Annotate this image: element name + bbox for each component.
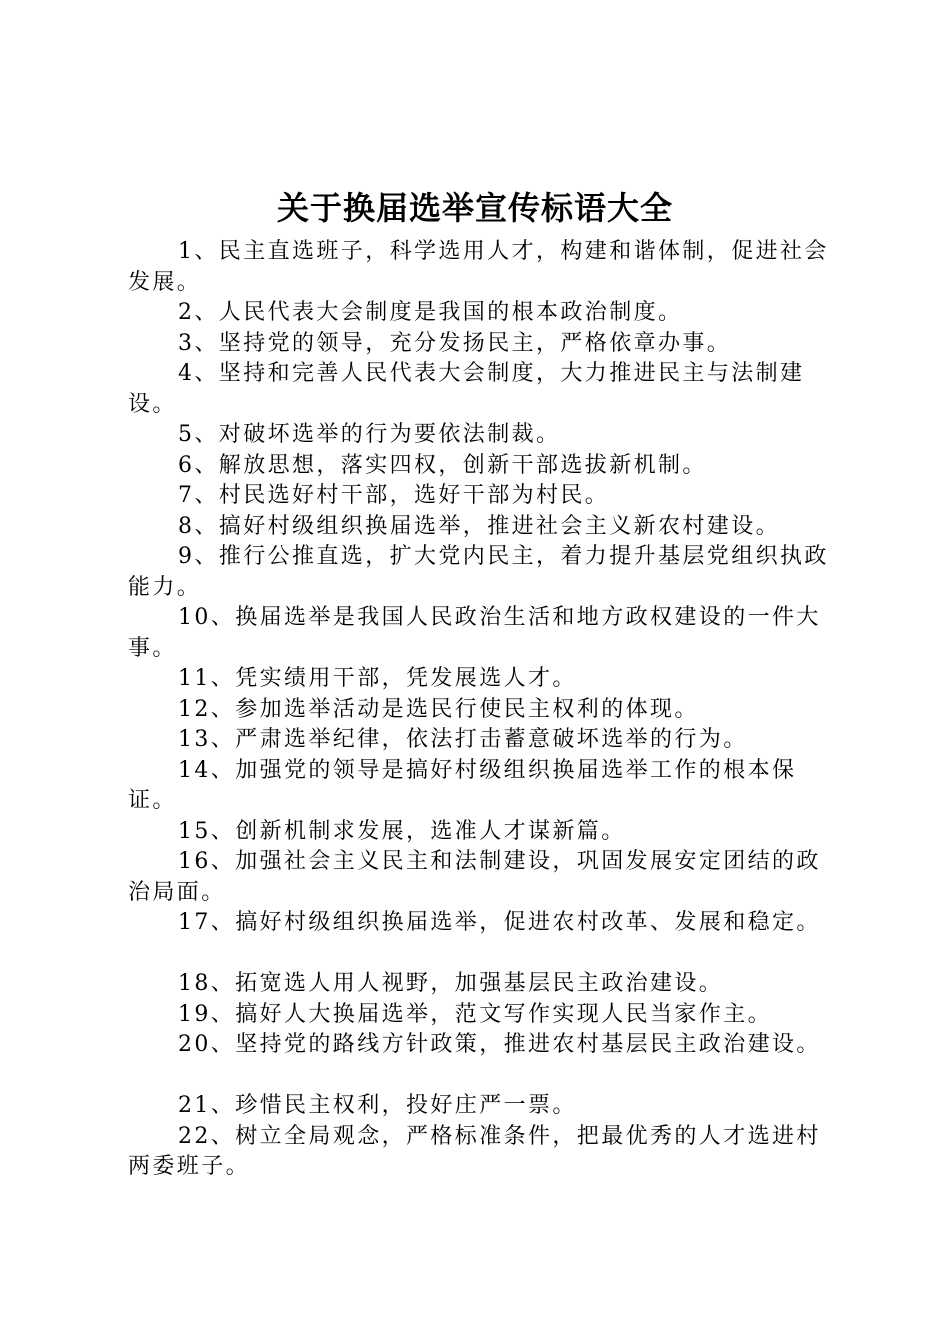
slogan-item: 6、解放思想，落实四权，创新干部选拔新机制。 [178, 452, 707, 478]
slogan-item: 19、搞好人大换届选举，范文写作实现人民当家作主。 [178, 1001, 772, 1027]
slogan-item: 17、搞好村级组织换届选举，促进农村改革、发展和稳定。 [178, 910, 821, 935]
slogan-item: 22、树立全局观念，严格标准条件，把最优秀的人才选进村两委班子。 [128, 1123, 821, 1179]
slogan-item: 18、拓宽选人用人视野，加强基层民主政治建设。 [178, 971, 724, 996]
slogan-item: 14、加强党的领导是搞好村级组织换届选举工作的根本保证。 [128, 757, 797, 813]
slogan-item: 13、严肃选举纪律，依法打击蓄意破坏选举的行为。 [178, 727, 748, 752]
slogan-item: 5、对破坏选举的行为要依法制裁。 [178, 422, 561, 447]
slogan-item: 1、民主直选班子，科学选用人才，构建和谐体制，促进社会发展。 [128, 239, 829, 295]
slogan-item: 2、人民代表大会制度是我国的根本政治制度。 [178, 300, 683, 325]
slogan-item: 9、推行公推直选，扩大党内民主，着力提升基层党组织执政能力。 [128, 544, 829, 600]
slogan-item: 10、换届选举是我国人民政治生活和地方政权建设的一件大事。 [128, 605, 821, 661]
slogan-item: 20、坚持党的路线方针政策，推进农村基层民主政治建设。 [178, 1032, 821, 1057]
slogan-item: 7、村民选好村干部，选好干部为村民。 [178, 483, 610, 508]
document-title: 关于换届选举宣传标语大全 [276, 189, 673, 227]
slogan-item: 12、参加选举活动是选民行使民主权利的体现。 [178, 696, 699, 722]
slogan-item: 11、凭实绩用干部，凭发展选人才。 [178, 666, 577, 691]
slogan-item: 21、珍惜民主权利，投好庄严一票。 [178, 1093, 577, 1118]
slogan-item: 3、坚持党的领导，充分发扬民主，严格依章办事。 [178, 330, 732, 356]
slogan-item: 16、加强社会主义民主和法制建设，巩固发展安定团结的政治局面。 [128, 849, 821, 905]
slogan-item: 4、坚持和完善人民代表大会制度，大力推进民主与法制建设。 [128, 361, 805, 417]
slogan-list [128, 237, 840, 1183]
slogan-item: 15、创新机制求发展，选准人才谋新篇。 [178, 818, 626, 844]
slogan-item: 8、搞好村级组织换届选举，推进社会主义新农村建设。 [178, 513, 780, 539]
